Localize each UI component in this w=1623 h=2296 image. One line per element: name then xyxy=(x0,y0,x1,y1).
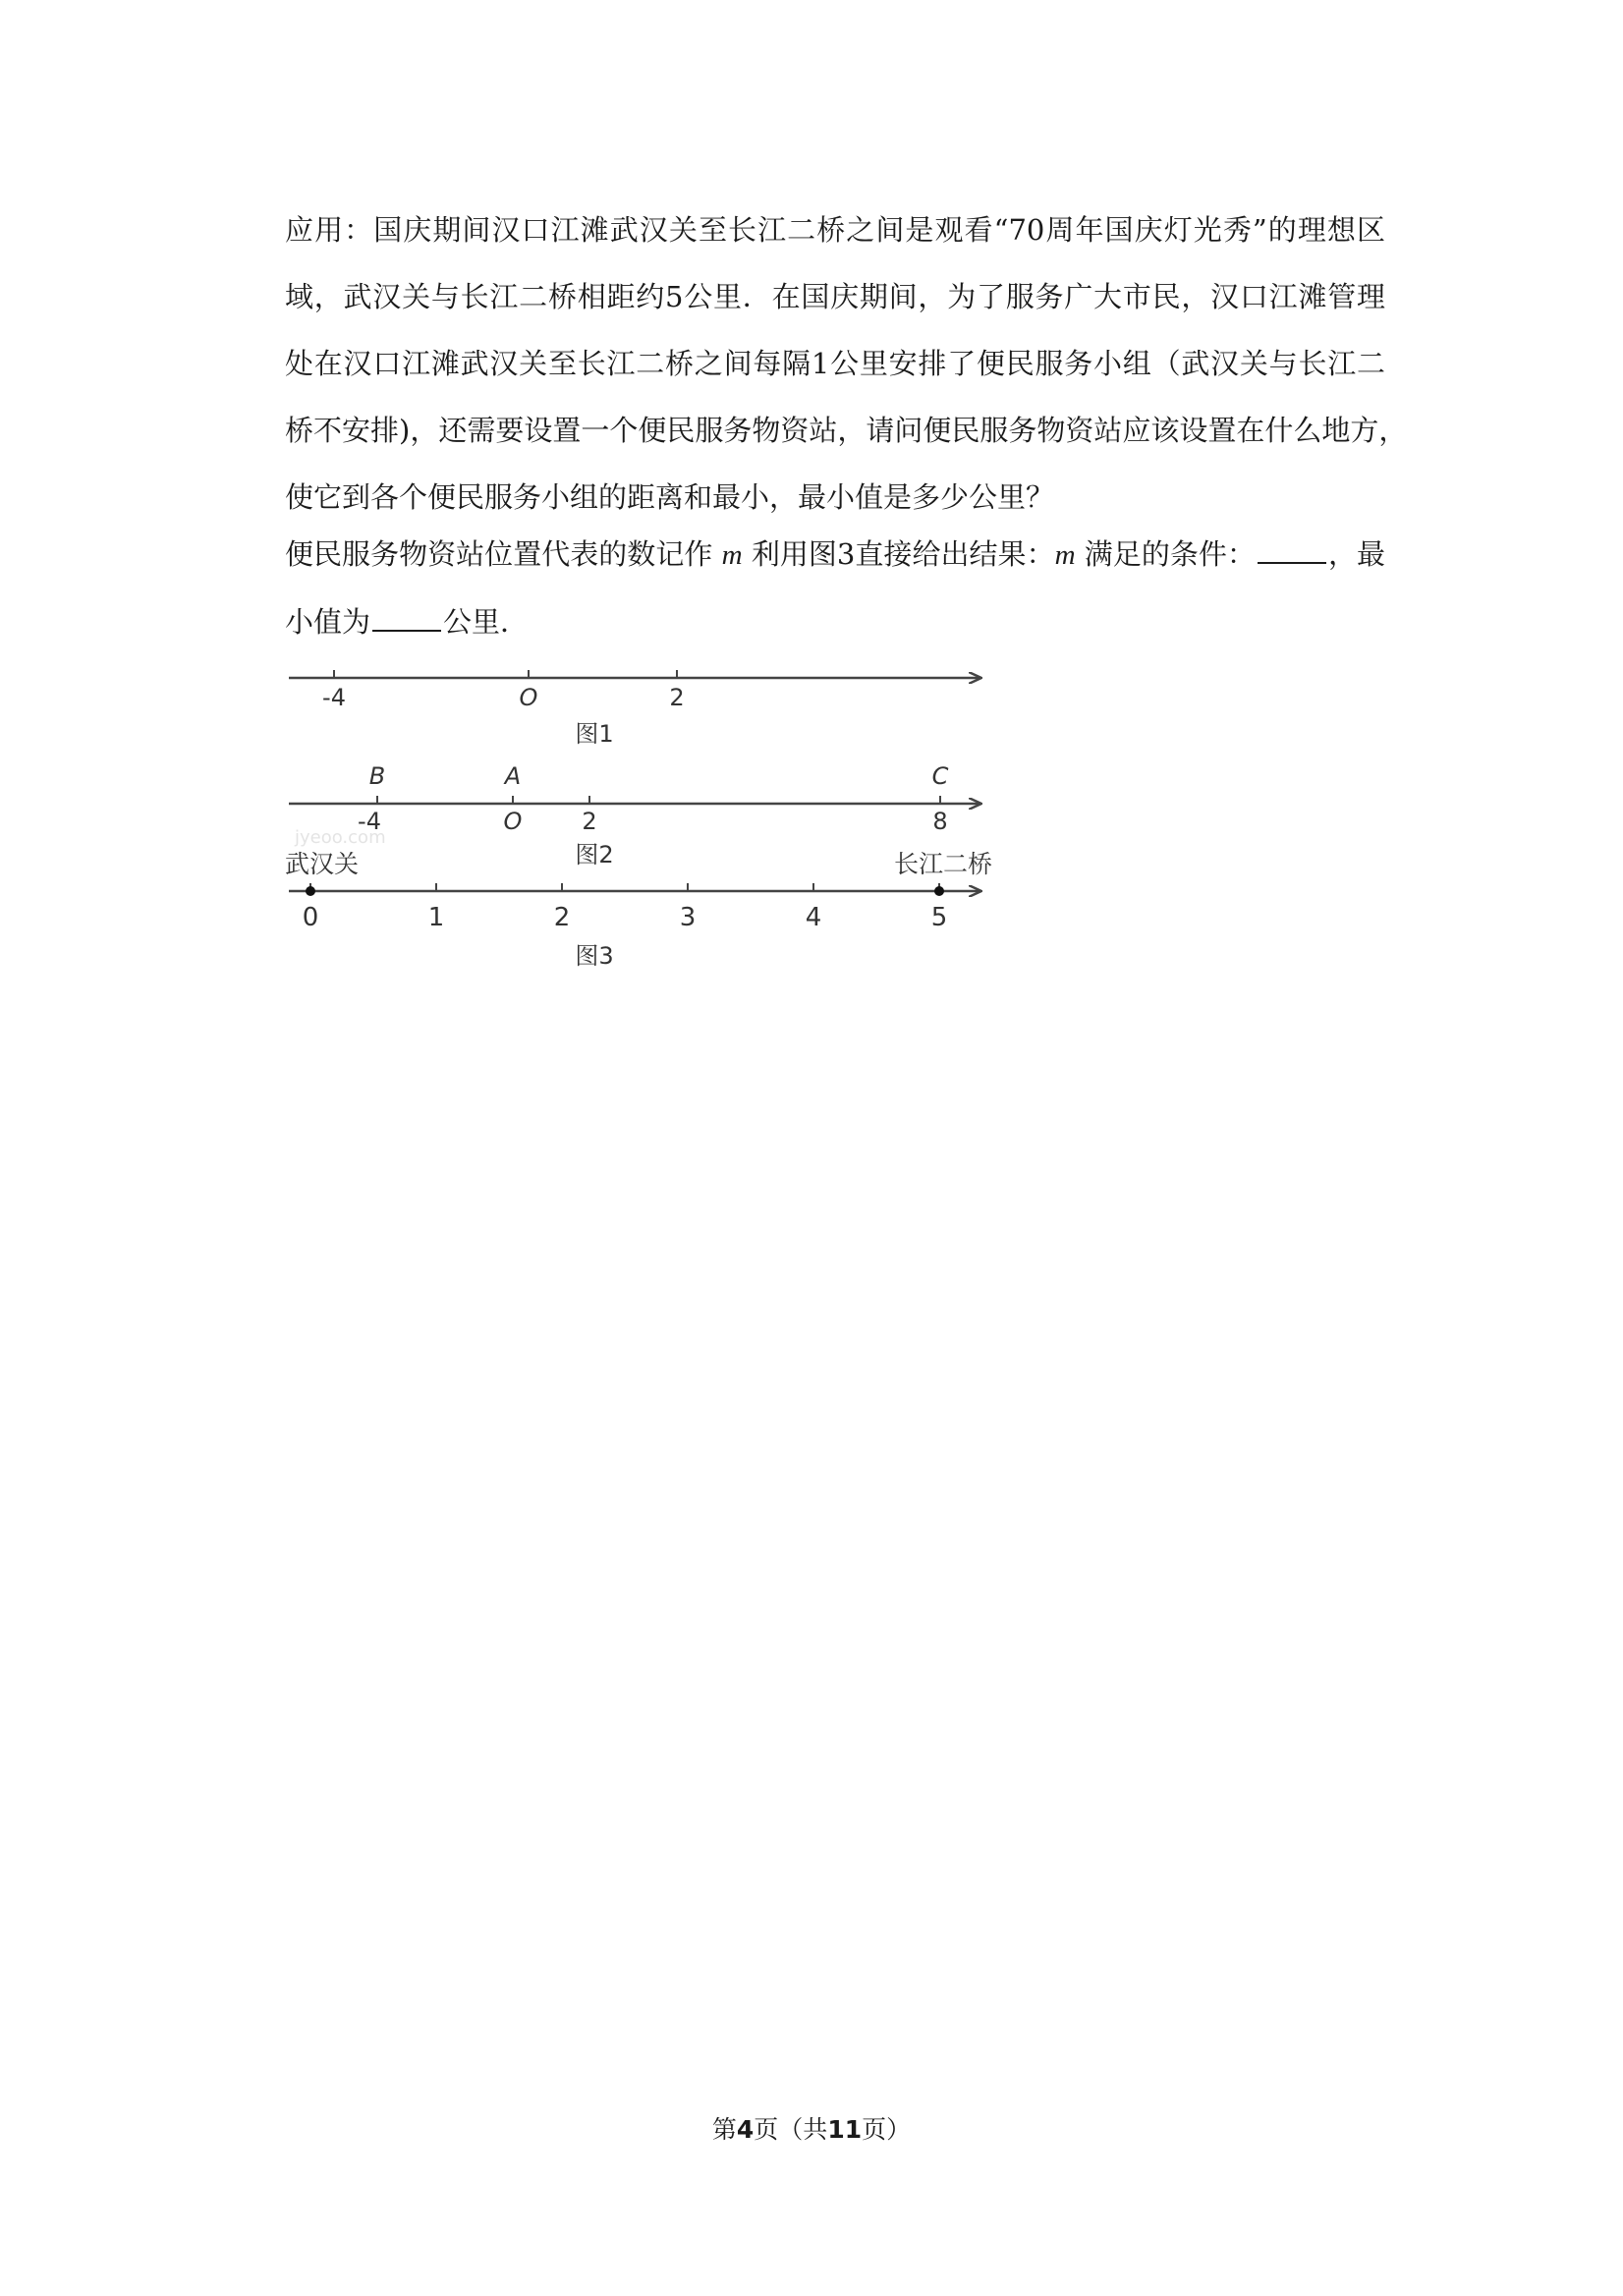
place-label-wuhanguan: 武汉关 xyxy=(285,850,360,878)
station-dot xyxy=(306,886,315,896)
point-c xyxy=(932,762,949,835)
figure-3 xyxy=(285,850,992,970)
page-total: 11 xyxy=(827,2115,863,2144)
problem-paragraph-1 xyxy=(285,196,1408,531)
variable-m: m xyxy=(1054,539,1076,571)
question-line-1 xyxy=(285,521,1385,588)
point-label: A xyxy=(504,762,522,790)
variable-m: m xyxy=(721,539,743,571)
tick-origin xyxy=(520,670,538,711)
point-a xyxy=(503,762,523,835)
question-text: 公里． xyxy=(443,605,530,639)
tick-label: 5 xyxy=(930,903,948,932)
tick-label: 8 xyxy=(932,808,948,835)
tick-label: 3 xyxy=(679,903,697,932)
tick-2 xyxy=(582,796,596,835)
tick-label: 2 xyxy=(582,808,597,835)
page-number: 4 xyxy=(736,2115,755,2144)
footer-text: 第 xyxy=(711,2115,737,2144)
question-text: 便民服务物资站位置代表的数记作 xyxy=(285,537,713,571)
figure-caption: 图2 xyxy=(575,841,614,868)
page-footer xyxy=(0,2110,1623,2146)
problem-paragraph-2 xyxy=(285,521,1385,655)
station-dot xyxy=(934,886,944,896)
watermark: jyeoo.com xyxy=(295,827,386,848)
place-label-second-bridge: 长江二桥 xyxy=(893,850,992,878)
tick-label: 2 xyxy=(669,684,685,711)
figure-2 xyxy=(289,762,980,868)
tick-label: -4 xyxy=(358,808,381,835)
point-label: C xyxy=(931,762,949,790)
text-line: 桥不安排)，还需要设置一个便民服务物资站，请问便民服务物资站应该设置在什么地方， xyxy=(285,414,1408,447)
answer-blank-condition[interactable] xyxy=(1258,536,1326,564)
tick-label: 2 xyxy=(553,903,571,932)
text-line: 处在汉口江滩武汉关至长江二桥之间每隔1公里安排了便民服务小组（武汉关与长江二 xyxy=(285,347,1385,380)
tick-label: O xyxy=(503,808,523,835)
point-label: B xyxy=(368,762,386,790)
text-line: 应用：国庆期间汉口江滩武汉关至长江二桥之间是观看“70周年国庆灯光秀”的理想区 xyxy=(285,213,1385,247)
question-text: 满足的条件： xyxy=(1084,537,1256,571)
question-text: ，最 xyxy=(1327,537,1385,571)
text-line: 域，武汉关与长江二桥相距约5公里．在国庆期间，为了服务广大市民，汉口江滩管理 xyxy=(285,280,1385,313)
tick-label: 1 xyxy=(427,903,445,932)
footer-text: 页） xyxy=(862,2115,912,2144)
question-text: 利用图3直接给出结果： xyxy=(751,537,1055,571)
text-line: 使它到各个便民服务小组的距离和最小，最小值是多少公里？ xyxy=(285,480,1055,514)
tick-label: O xyxy=(519,684,538,711)
question-text: 小值为 xyxy=(285,605,371,639)
tick-label: 4 xyxy=(805,903,822,932)
answer-blank-min-value[interactable] xyxy=(372,604,441,632)
tick-label: 0 xyxy=(302,903,319,932)
figure-caption: 图3 xyxy=(575,942,614,970)
question-line-2 xyxy=(285,588,1385,655)
point-b xyxy=(358,762,385,835)
figure-caption: 图1 xyxy=(575,720,614,748)
tick-2 xyxy=(669,670,684,711)
tick-neg4 xyxy=(322,670,346,711)
tick-label: -4 xyxy=(322,684,346,711)
number-line-figures xyxy=(275,648,1002,982)
footer-text: 页（共 xyxy=(754,2115,828,2144)
figure-1 xyxy=(289,670,980,748)
